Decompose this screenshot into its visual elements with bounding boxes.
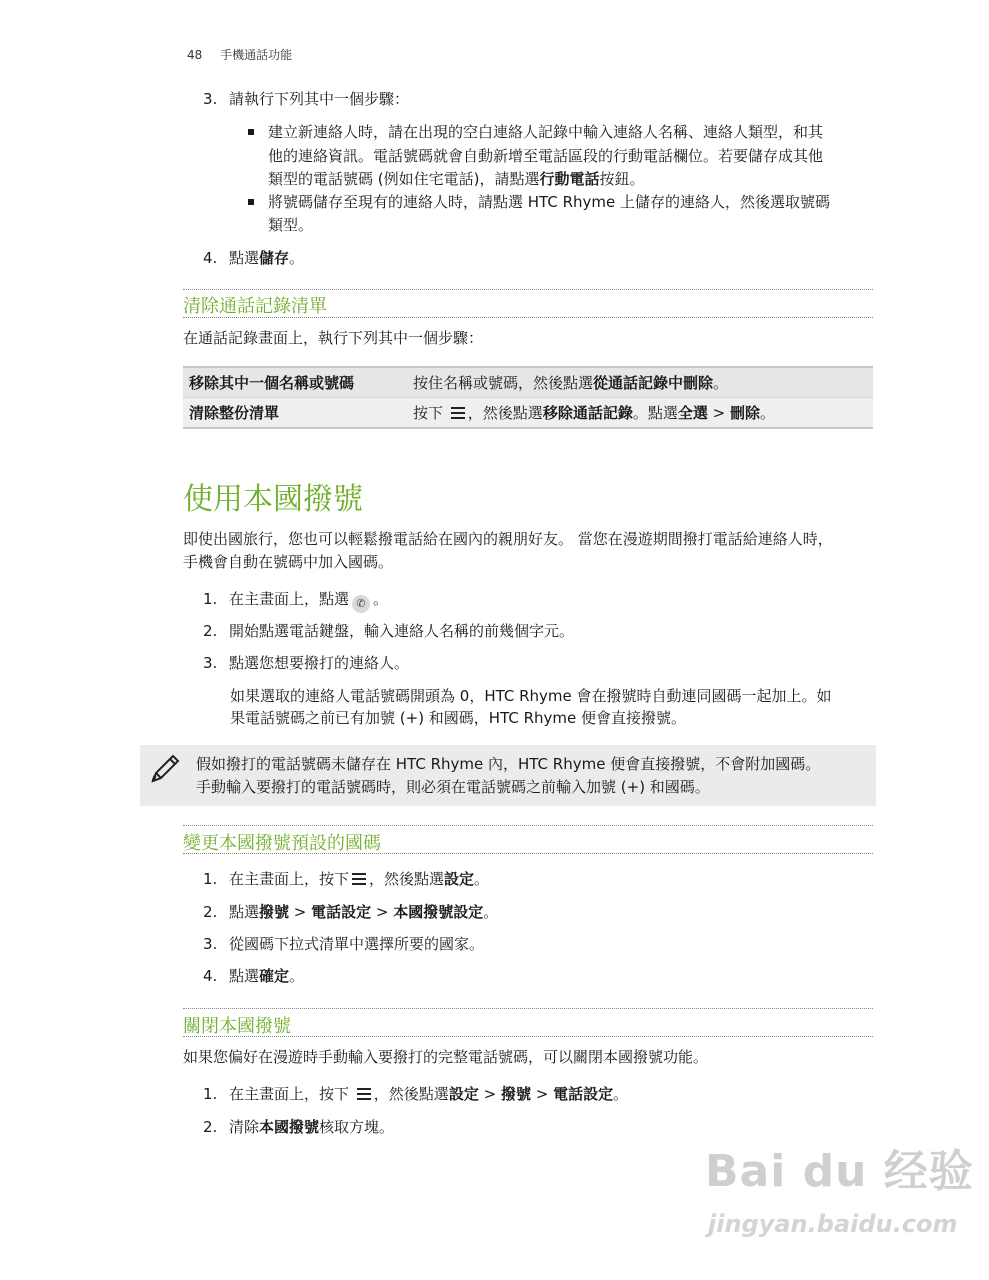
text: >: [530, 1085, 554, 1103]
dial-term: 撥號: [259, 903, 290, 921]
settings-term: 設定: [448, 1085, 479, 1103]
home-step-3: [203, 651, 409, 675]
step-number: 3.: [203, 90, 218, 108]
text: 。: [474, 870, 490, 888]
table-row: [183, 398, 873, 429]
page-header: [187, 46, 306, 63]
step-number: 1.: [203, 590, 218, 608]
baidu-watermark-logo: Bai du 经验: [705, 1146, 974, 1197]
phone-settings-term: 電話設定: [553, 1085, 614, 1103]
menu-icon: [357, 1088, 371, 1100]
remove-term: 移除通話記錄: [542, 404, 633, 422]
turn-off-heading: 關閉本國撥號: [183, 1016, 291, 1037]
change-code-heading: 變更本國撥號預設的國碼: [183, 833, 381, 854]
step-number: 2.: [203, 903, 218, 921]
bullet-2-line2: 類型。: [268, 216, 314, 234]
text: 在主畫面上，按下: [229, 870, 350, 888]
option-label: 移除其中一個名稱或號碼: [189, 374, 355, 392]
save-term: 儲存: [259, 249, 290, 267]
clear-options-table: [183, 366, 873, 429]
text: 按住名稱或號碼，然後點選: [413, 374, 594, 392]
text: 。: [759, 404, 775, 422]
option-label: 清除整份清單: [189, 404, 280, 422]
text: 。: [613, 1085, 629, 1103]
table-cell: [407, 367, 873, 398]
text: 。: [713, 374, 729, 392]
text: 。點選: [632, 404, 678, 422]
table-cell: [183, 398, 407, 429]
text: 按下: [413, 404, 444, 422]
divider: [183, 1008, 873, 1009]
text: >: [478, 1085, 501, 1103]
step-3-detail-line2: 果電話號碼之前已有加號 (+) 和國碼，HTC Rhyme 便會直接撥號。: [230, 709, 687, 727]
step-number: 2.: [203, 1118, 218, 1136]
divider: [183, 825, 873, 826]
table-row: [183, 367, 873, 398]
step-number: 4.: [203, 967, 218, 985]
text: 。: [289, 967, 305, 985]
note-line2: 手動輸入要撥打的電話號碼時，則必須在電話號碼之前輸入加號 (+) 和國碼。: [196, 778, 710, 796]
home-intro-line2: 手機會自動在號碼中加入國碼。: [183, 553, 394, 571]
bullet-2-line1: 將號碼儲存至現有的連絡人時，請點選 HTC Rhyme 上儲存的連絡人，然後選取號碼: [268, 193, 830, 211]
menu-icon: [451, 407, 465, 419]
step-3: [203, 87, 409, 111]
chapter-title: 手機通話功能: [220, 48, 293, 62]
step-text: 請執行下列其中一個步驟：: [229, 90, 410, 108]
clear-intro: 在通話記錄畫面上，執行下列其中一個步驟：: [183, 329, 484, 347]
ok-term: 確定: [259, 967, 290, 985]
step-number: 1.: [203, 1085, 218, 1103]
text: 在主畫面上，按下: [229, 1085, 350, 1103]
step-3-detail-line1: 如果選取的連絡人電話號碼開頭為 0，HTC Rhyme 會在撥號時自動連同國碼一起加上。如: [230, 687, 832, 705]
text: ，然後點選: [369, 870, 445, 888]
text: 在主畫面上，點選: [229, 590, 350, 608]
text: >: [371, 903, 394, 921]
select-all-term: 全選: [677, 404, 708, 422]
text: 按鈕。: [599, 170, 645, 188]
text: 。: [289, 249, 305, 267]
bullet-1-line2: 他的連絡資訊。電話號碼就會自動新增至電話區段的行動電話欄位。若要儲存成其他: [268, 147, 824, 165]
phone-icon: ✆: [352, 595, 370, 613]
text: 。: [483, 903, 499, 921]
text: 類型的電話號碼 (例如住宅電話)，請點選: [268, 170, 540, 188]
home-dialing-title: 使用本國撥號: [183, 482, 363, 517]
change-step-2: [203, 900, 498, 924]
change-step-4: [203, 964, 304, 988]
table-cell: [183, 367, 407, 398]
step-number: 2.: [203, 622, 218, 640]
text: >: [707, 404, 730, 422]
step-number: 3.: [203, 654, 218, 672]
home-dialing-settings-term: 本國撥號設定: [393, 903, 484, 921]
change-step-1: [203, 867, 489, 891]
delete-term: 刪除: [729, 404, 760, 422]
home-dialing-term: 本國撥號: [259, 1118, 320, 1136]
home-step-2: [203, 619, 574, 643]
text: ，然後點選: [467, 404, 543, 422]
home-step-1: [203, 587, 388, 613]
bullet-marker: [248, 199, 254, 205]
text: 點選: [229, 903, 260, 921]
turn-off-step-2: [203, 1115, 394, 1139]
divider: [183, 289, 873, 290]
turn-off-intro: 如果您偏好在漫遊時手動輸入要撥打的完整電話號碼，可以關閉本國撥號功能。: [183, 1048, 709, 1066]
text: 點選您想要撥打的連絡人。: [229, 654, 410, 672]
text: 開始點選電話鍵盤，輸入連絡人名稱的前幾個字元。: [229, 622, 575, 640]
text: 。: [373, 590, 389, 608]
bullet-1-line1: 建立新連絡人時，請在出現的空白連絡人記錄中輸入連絡人名稱、連絡人類型，和其: [268, 123, 824, 141]
page-number: 48: [187, 48, 203, 62]
step-number: 1.: [203, 870, 218, 888]
dial-term: 撥號: [500, 1085, 531, 1103]
text: >: [289, 903, 312, 921]
settings-term: 設定: [444, 870, 475, 888]
change-step-3: [203, 932, 484, 956]
bullet-1-line3: [268, 167, 645, 191]
text: 核取方塊。: [319, 1118, 395, 1136]
bullet-marker: [248, 129, 254, 135]
baidu-watermark-url: jingyan.baidu.com: [708, 1210, 958, 1238]
divider: [183, 317, 873, 318]
delete-term: 從通話記錄中刪除: [593, 374, 714, 392]
home-intro-line1: 即使出國旅行，您也可以輕鬆撥電話給在國內的親朋好友。 當您在漫遊期間撥打電話給連絡人時，: [183, 530, 833, 548]
turn-off-step-1: [203, 1082, 628, 1106]
divider: [183, 1036, 873, 1037]
divider: [183, 853, 873, 854]
text: 從國碼下拉式清單中選擇所要的國家。: [229, 935, 485, 953]
note-line1: 假如撥打的電話號碼未儲存在 HTC Rhyme 內，HTC Rhyme 便會直接撥號，不會附加國碼。: [196, 755, 821, 773]
phone-settings-term: 電話設定: [311, 903, 372, 921]
text: 點選: [229, 249, 260, 267]
pencil-note-icon: [149, 753, 181, 785]
step-4: [203, 246, 304, 270]
table-cell: [407, 398, 873, 429]
text: 清除: [229, 1118, 260, 1136]
mobile-phone-term: 行動電話: [539, 170, 600, 188]
step-number: 3.: [203, 935, 218, 953]
note-box: [140, 745, 876, 806]
clear-history-heading: 清除通話記錄清單: [183, 296, 327, 317]
text: ，然後點選: [373, 1085, 449, 1103]
text: 點選: [229, 967, 260, 985]
step-number: 4.: [203, 249, 218, 267]
menu-icon: [352, 873, 366, 885]
